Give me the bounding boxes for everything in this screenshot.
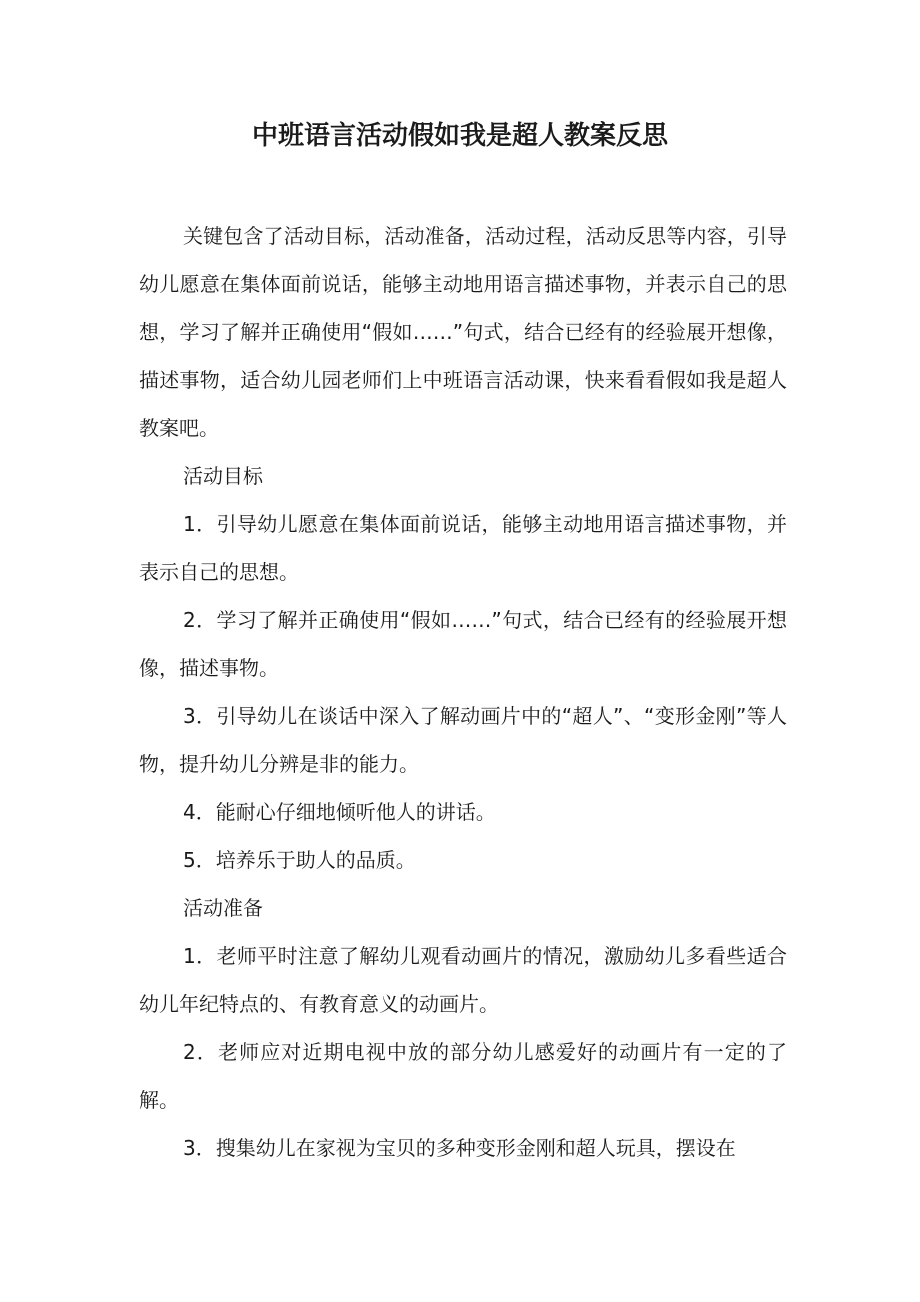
goal-item-4: 4．能耐心仔细地倾听他人的讲话。 <box>183 800 496 824</box>
preparation-item-1: 1．老师平时注意了解幼儿观看动画片的情况，激励幼儿多看些适合幼儿年纪特点的、有教育意义的动画片。 <box>139 944 787 1016</box>
goal-item-1: 1．引导幼儿愿意在集体面前说话，能够主动地用语言描述事物，并表示自己的思想。 <box>139 512 787 584</box>
document-title: 中班语言活动假如我是超人教案反思 <box>251 121 668 151</box>
preparation-item-3: 3．搜集幼儿在家视为宝贝的多种变形金刚和超人玩具，摆设在 <box>183 1136 736 1160</box>
document-body <box>139 212 787 1172</box>
section-heading-goals: 活动目标 <box>183 464 263 488</box>
section-heading-preparation: 活动准备 <box>183 896 263 920</box>
preparation-item-2: 2．老师应对近期电视中放的部分幼儿感爱好的动画片有一定的了解。 <box>139 1040 787 1112</box>
goal-item-3: 3．引导幼儿在谈话中深入了解动画片中的“超人”、“变形金刚”等人物，提升幼儿分辨是非的能力。 <box>139 704 787 776</box>
intro-paragraph: 关键包含了活动目标，活动准备，活动过程，活动反思等内容，引导幼儿愿意在集体面前说话，能够主动地用语言描述事物，并表示自己的思想，学习了解并正确使用“假如……”句式，结合已经有的经验展开想像，描述事物，适合幼儿园老师们上中班语言活动课，快来看看假如我是超人教案吧。 <box>139 224 787 440</box>
goal-item-2: 2．学习了解并正确使用“假如……”句式，结合已经有的经验展开想像，描述事物。 <box>139 608 787 680</box>
goal-item-5: 5．培养乐于助人的品质。 <box>183 848 416 872</box>
